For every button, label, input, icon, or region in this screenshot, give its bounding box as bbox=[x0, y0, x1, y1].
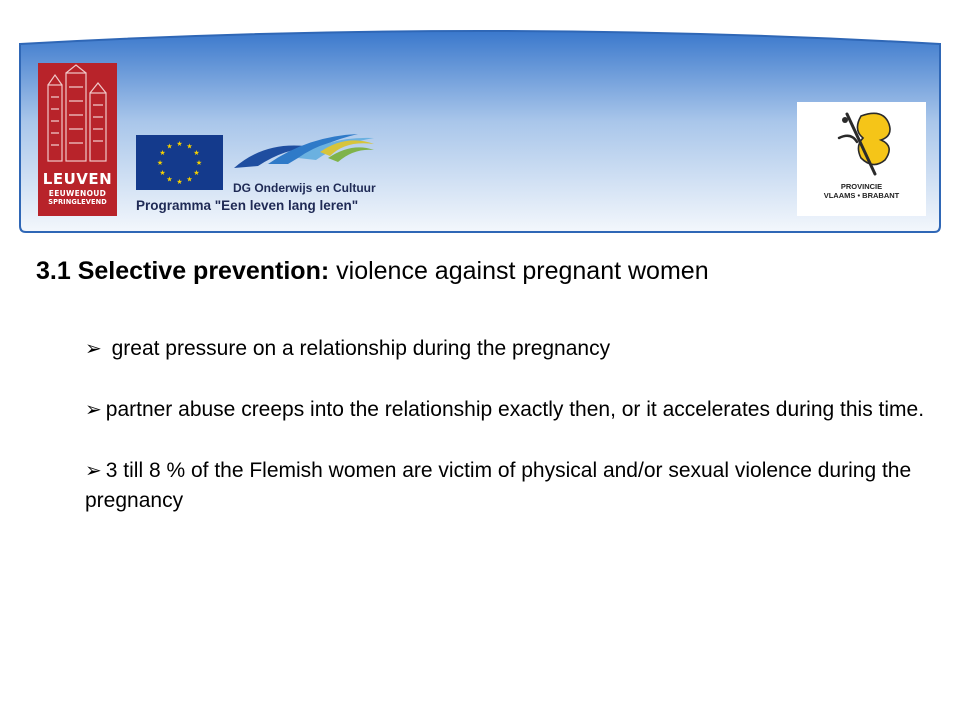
svg-text:★: ★ bbox=[186, 175, 193, 184]
bullet-item bbox=[85, 456, 935, 516]
leuven-logo bbox=[38, 63, 117, 216]
provincie-label-2: VLAAMS • BRABANT bbox=[823, 191, 900, 200]
eu-flag-icon bbox=[136, 135, 223, 190]
lifelong-learning-swoosh-icon bbox=[228, 128, 378, 180]
svg-text:★: ★ bbox=[159, 169, 166, 177]
svg-text:★: ★ bbox=[176, 140, 183, 148]
program-label: Programma "Een leven lang leren" bbox=[136, 198, 359, 213]
bullet-item bbox=[85, 395, 935, 425]
svg-text:★: ★ bbox=[176, 178, 183, 186]
bullet-list bbox=[85, 334, 935, 547]
svg-text:★: ★ bbox=[159, 149, 166, 157]
arrow-bullet-icon: ➢ bbox=[85, 399, 102, 421]
svg-text:★: ★ bbox=[195, 159, 203, 167]
provincie-logo bbox=[797, 102, 926, 216]
svg-text:★: ★ bbox=[193, 149, 200, 157]
svg-text:★: ★ bbox=[186, 142, 193, 151]
leuven-tower-icon bbox=[38, 63, 117, 168]
svg-text:★: ★ bbox=[166, 175, 173, 184]
dg-label: DG Onderwijs en Cultuur bbox=[233, 181, 376, 195]
svg-text:★: ★ bbox=[156, 159, 164, 167]
arrow-bullet-icon: ➢ bbox=[85, 460, 102, 482]
svg-text:★: ★ bbox=[193, 169, 200, 177]
slide-title bbox=[36, 257, 709, 286]
leuven-tagline-2: SPRINGLEVEND bbox=[48, 198, 107, 206]
arrow-bullet-icon: ➢ bbox=[85, 338, 102, 360]
provincie-label-1: PROVINCIE bbox=[840, 182, 883, 191]
bullet-text: partner abuse creeps into the relationship exactly then, or it accelerates during this time. bbox=[105, 398, 925, 421]
slide-title-rest: violence against pregnant women bbox=[329, 257, 709, 285]
slide-title-bold: 3.1 Selective prevention: bbox=[36, 257, 330, 285]
leuven-tagline-1: EEUWENOUD bbox=[48, 189, 107, 198]
bullet-item bbox=[85, 334, 935, 364]
svg-text:★: ★ bbox=[166, 142, 173, 151]
bullet-text: great pressure on a relationship during the pregnancy bbox=[111, 337, 611, 360]
bullet-text: 3 till 8 % of the Flemish women are victim of physical and/or sexual violence during the pregnancy bbox=[85, 459, 912, 512]
provincie-emblem-icon bbox=[797, 102, 926, 182]
leuven-wordmark: LEUVEN bbox=[42, 170, 113, 188]
